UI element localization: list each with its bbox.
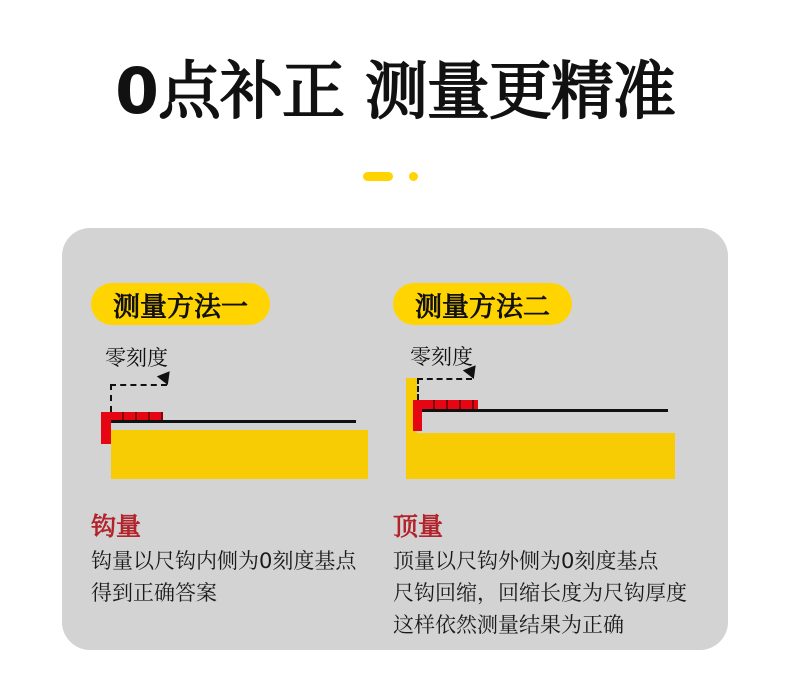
method-1-description [91,545,356,609]
ruler-blade-line [422,409,668,412]
underline-dash [363,172,393,181]
description-line: 顶量以尺钩外侧为0刻度基点 [393,549,659,573]
method-2-badge-label: 测量方法二 [415,291,550,323]
method-1-heading: 钩量 [91,512,142,541]
methods-card [62,228,728,650]
page-title: 0点补正 测量更精准 [115,55,675,128]
zero-point-dashed-hline [417,378,472,380]
underline-dot [409,172,418,181]
method-2-diagram [393,340,693,480]
zero-point-dashed-vline [417,378,419,400]
ruler-blade-line [111,420,356,423]
method-2-description [393,545,687,641]
description-line: 钩量以尺钩内侧为0刻度基点 [91,549,357,573]
zero-scale-label: 零刻度 [105,346,168,370]
method-1-diagram [91,340,391,480]
method-2-badge [393,283,572,325]
zero-point-dashed-vline [110,384,112,412]
method-1-badge-label: 测量方法一 [113,291,248,323]
measured-object [111,430,368,479]
method-1-badge [91,283,270,325]
zero-point-dashed-hline [110,384,167,386]
measured-object [406,433,675,479]
description-line: 尺钩回缩，回缩长度为尺钩厚度 [393,581,687,605]
description-line: 这样依然测量结果为正确 [393,613,624,637]
ruler-hook [101,412,111,444]
zero-scale-label: 零刻度 [410,345,473,369]
description-line: 得到正确答案 [91,581,217,605]
method-2-heading: 顶量 [393,512,444,541]
ruler-hook [413,400,422,431]
